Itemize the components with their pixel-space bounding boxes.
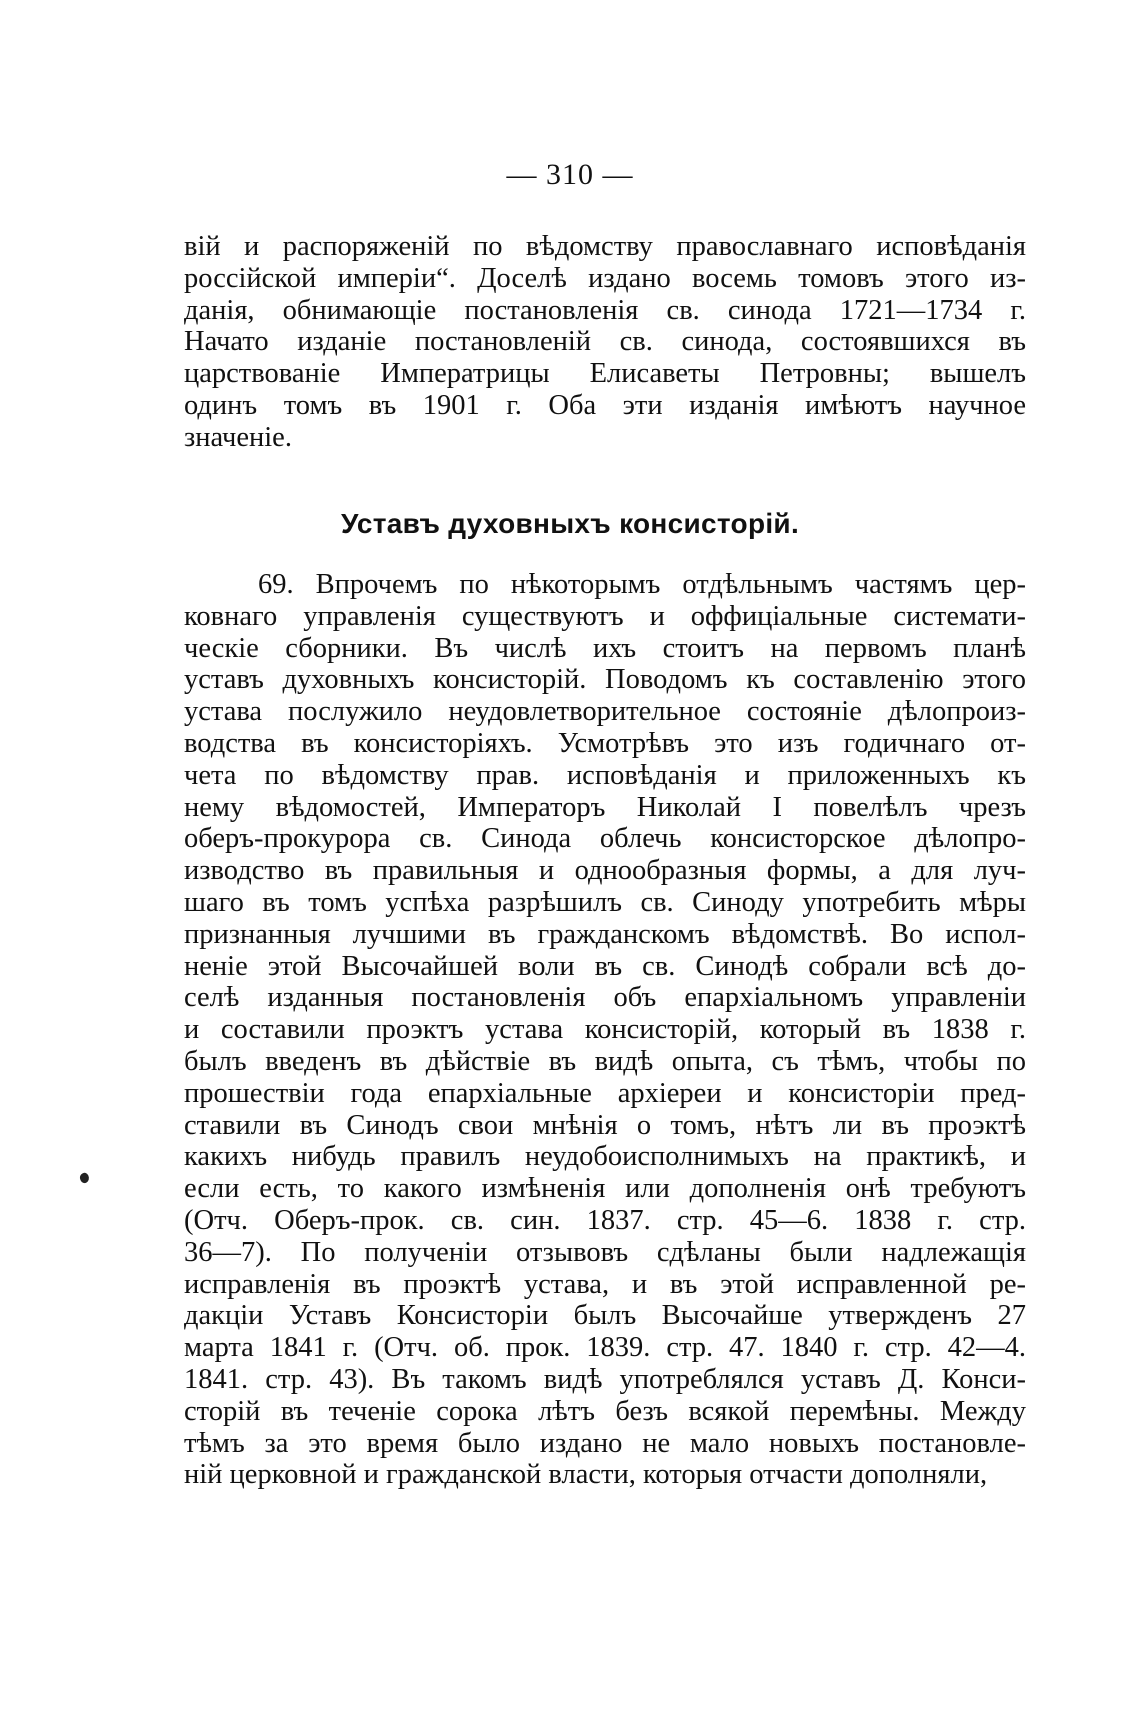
section-heading: Уставъ духовныхъ консисторій. — [340, 508, 800, 539]
text-line: ковнаго управленія существуютъ и оффиціальные системати- — [184, 600, 1026, 632]
text-line: 1841. стр. 43). Въ такомъ видѣ употреблялся уставъ Д. Конси- — [184, 1363, 1026, 1395]
text-line: если есть, то какого измѣненія или дополненія онѣ требуютъ — [184, 1173, 1026, 1205]
text-line: чета по вѣдомству прав. исповѣданія и приложенныхъ къ — [184, 759, 1026, 791]
text-line: ній церковной и гражданской власти, которыя отчасти дополняли, — [184, 1459, 988, 1491]
text-line: вій и распоряженій по вѣдомству православнаго исповѣданія — [184, 231, 1026, 262]
text-line: шаго въ томъ успѣха разрѣшилъ св. Синоду употребить мѣры — [184, 886, 1026, 918]
text-line: нему вѣдомостей, Императоръ Николай I повелѣлъ чрезъ — [184, 791, 1026, 823]
text-line: россійской имперіи“. Доселѣ издано восемь томовъ этого из- — [184, 262, 1026, 294]
text-line: устава послужило неудовлетворительное состояніе дѣлопроиз- — [184, 696, 1026, 728]
text-line: ческіе сборники. Въ числѣ ихъ стоитъ на первомъ планѣ — [184, 632, 1026, 664]
text-line: одинъ томъ въ 1901 г. Оба эти изданія имѣютъ научное — [184, 389, 1026, 421]
text-line: прошествіи года епархіальные архіереи и консисторіи пред- — [184, 1077, 1026, 1109]
text-line: изводство въ правильныя и однообразныя формы, а для луч- — [184, 855, 1026, 887]
text-line: исправленія въ проэктѣ устава, и въ этой исправленной ре- — [184, 1268, 1026, 1300]
text-line: былъ введенъ въ дѣйствіе въ видѣ опыта, съ тѣмъ, чтобы по — [184, 1045, 1026, 1077]
text-line: данія, обнимающіе постановленія св. синода 1721—1734 г. — [184, 294, 1026, 326]
text-line: царствованіе Императрицы Елисаветы Петровны; вышелъ — [184, 358, 1026, 390]
text-line: оберъ-прокурора св. Синода облечь консисторское дѣлопро- — [184, 823, 1026, 855]
text-line: селѣ изданныя постановленія объ епархіальномъ управленіи — [184, 982, 1026, 1014]
text-line: (Отч. Оберъ-прок. св. син. 1837. стр. 45—6. 1838 г. стр. — [184, 1204, 1026, 1236]
text-line: уставъ духовныхъ консисторій. Поводомъ къ составленію этого — [184, 664, 1026, 696]
text-line: 36—7). По полученіи отзывовъ сдѣланы были надлежащія — [184, 1236, 1026, 1268]
text-line: и составили проэктъ устава консисторій, который въ 1838 г. — [184, 1014, 1026, 1046]
text-line: неніе этой Высочайшей воли въ св. Синодѣ собрали всѣ до- — [184, 950, 1026, 982]
intro-paragraph — [184, 231, 1026, 454]
text-line: сторій въ теченіе сорока лѣтъ безъ всякой перемѣны. Между — [184, 1395, 1026, 1427]
page-number: — 310 — — [506, 158, 634, 191]
main-paragraph — [184, 569, 1026, 1491]
text-line: дакціи Уставъ Консисторіи былъ Высочайше утвержденъ 27 — [184, 1300, 1026, 1332]
ink-spot-mark — [78, 1172, 90, 1185]
text-line: ставили въ Синодъ свои мнѣнія о томъ, нѣтъ ли въ проэктѣ — [184, 1109, 1026, 1141]
text-line: марта 1841 г. (Отч. об. прок. 1839. стр. 47. 1840 г. стр. 42—4. — [184, 1332, 1026, 1364]
text-line: тѣмъ за это время было издано не мало новыхъ постановле- — [184, 1427, 1026, 1459]
text-line: Начато изданіе постановленій св. синода, состоявшихся въ — [184, 326, 1026, 358]
text-line: 69. Впрочемъ по нѣкоторымъ отдѣльнымъ частямъ цер- — [258, 569, 1026, 600]
text-line: значеніе. — [184, 421, 292, 453]
text-line: какихъ нибудь правилъ неудобоисполнимыхъ на практикѣ, и — [184, 1141, 1026, 1173]
text-line: признанныя лучшими въ гражданскомъ вѣдомствѣ. Во испол- — [184, 918, 1026, 950]
text-line: водства въ консисторіяхъ. Усмотрѣвъ это изъ годичнаго от- — [184, 727, 1026, 759]
